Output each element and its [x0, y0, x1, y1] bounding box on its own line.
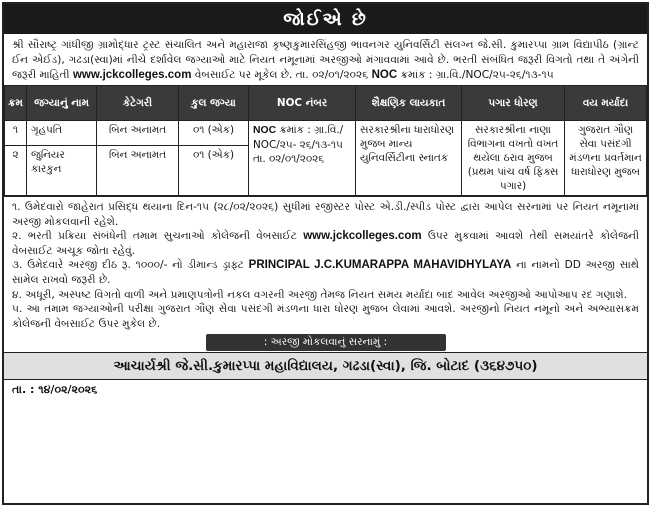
note-1: ૧. ઉમેદવારો જાહેરાત પ્રસિદ્ધ થયાના દિન-૧૫ (૨૮/૦૨/૨૦૨૬) સુધીમાં રજીસ્ટર પોસ્ટ એ.ડી./સ્પીડ પોસ્ટ દ્વારા આપેલ સરનામાં પર નિયત નમૂનામાં અરજી મોકલવાની રહેશે. — [12, 201, 639, 228]
table-row — [5, 121, 647, 146]
table-header-row — [5, 86, 647, 121]
noc-cell — [249, 121, 356, 196]
intro-text: શ્રી સૌરાષ્ટ્ર ગાંધીજી ગ્રામોદ્ધાર ટ્રસ્ટ સંચાલિત અને મહારાજા કૃષ્ણકુમારસિંહજી ભાવનગર યુનિવર્સિટી સંલગ્ન જે.સી. કુમારપ્પા ગ્રામ વિદ્યાપીઠ (ગ્રાન્ટ ઈન એઈડ), ગઢડા(સ્વા)માં નીચે દર્શાવેલ જગ્યાઓ માટે નિયત નમૂનામાં અરજીઓ મંગાવવામાં આવે છે. ભરતી સંબંધિત જરૂરી વિગતો તથા તે અંગેની જરૂરી માહિતી — [12, 39, 639, 81]
notes-list — [4, 196, 647, 331]
header-category: કેટેગરી — [97, 86, 179, 121]
note-3-payee: PRINCIPAL J.C.KUMARAPPA MAHAVIDHYLAYA — [248, 259, 512, 272]
row-category: બિન અનામત — [97, 146, 179, 196]
row-post: ગૃહપતિ — [27, 121, 97, 146]
noc-text: ક્રમાંક : ગ્રા.વિ./ NOC/૨૫- ૨૬/૧૩-૧૫ તા. ૦૨/૦૧/૨૦૨૬ — [253, 124, 344, 165]
header-noc: NOC નંબર — [249, 86, 356, 121]
advertisement — [2, 2, 649, 505]
header-post: જગ્યાનું નામ — [27, 86, 97, 121]
intro-noc: NOC — [371, 69, 398, 81]
intro-text-3: ક્રમાંક : ગ્રા.વિ./NOC/૨૫-૨૬/૧૩-૧૫ — [400, 69, 554, 81]
header-no: ક્રમ — [5, 86, 27, 121]
qualification-cell: સરકારશ્રીના ધારાધોરણ મુજબ માન્ય યુનિવર્સિટીના સ્નાતક — [356, 121, 462, 196]
row-no: ૨ — [5, 146, 27, 196]
intro-paragraph — [4, 34, 647, 85]
header-age: વય મર્યાદા — [565, 86, 647, 121]
note-3-text: ૩. ઉમેદવારે અરજી દીઠ રૂ. ૧૦૦૦/- નો ડીમાન્ડ ડ્રાફ્ટ — [12, 259, 244, 272]
banner-title: જોઈએ છે — [4, 4, 647, 34]
note-2 — [12, 229, 639, 258]
pay-cell: સરકારશ્રીના નાણા વિભાગના વખતો વખત થયેલા ઠરાવ મુજબ (પ્રથમ પાંચ વર્ષ ફિક્સ પગાર) — [462, 121, 565, 196]
age-cell: ગુજરાત ગૌણ સેવા પસંદગી મંડળના પ્રવર્તમાન ધારાધોરણ મુજબ — [565, 121, 647, 196]
issue-date: તા. : ૧૪/૦૨/૨૦૨૬ — [12, 383, 98, 397]
row-count: ૦૧ (એક) — [179, 146, 249, 196]
address-line: આચાર્યશ્રી જે.સી.કુમારપ્પા મહાવિદ્યાલય, ગઢડા(સ્વા), જિ. બોટાદ (૩૬૪૭૫૦) — [4, 352, 647, 380]
header-count: કુલ જગ્યા — [179, 86, 249, 121]
row-count: ૦૧ (એક) — [179, 121, 249, 146]
row-category: બિન અનામત — [97, 121, 179, 146]
row-post: જુનિયર કારકુન — [27, 146, 97, 196]
noc-label: NOC — [253, 125, 277, 136]
posts-table — [4, 85, 647, 196]
note-2-website: www.jckcolleges.com — [303, 230, 422, 243]
row-no: ૧ — [5, 121, 27, 146]
intro-website: www.jckcolleges.com — [72, 69, 192, 81]
intro-text-2: વેબસાઈટ પર મૂકેલ છે. તા. ૦૨/૦૧/૨૦૨૬ — [194, 69, 369, 81]
note-5: ૫. આ તમામ જગ્યાઓની પરીક્ષા ગુજરાત ગૌણ સેવા પસંદગી મંડળના ધારા ધોરણ મુજબ લેવામાં આવશે. અરજીનો નિયત નમૂનો અને અભ્યાસક્રમ કોલેજની વેબસાઈટ ઉપર મુકેલ છે. — [12, 303, 639, 330]
address-heading: : અરજી મોકલવાનું સરનામું : — [206, 334, 446, 351]
note-3-text-2: ના નામનો DD અરજી સાથે સામેલ રાખવો જરૂરી છે. — [12, 259, 640, 286]
note-3 — [12, 258, 639, 287]
header-pay: પગાર ધોરણ — [462, 86, 565, 121]
note-4: ૪. અધૂરી, અસ્પષ્ટ વિગતો વાળી અને પ્રમાણપત્રોની નકલ વગરની અરજી તેમજ નિયત સમય મર્યાદા બાદ આવેલ અરજીઓ આપોઆપ રદ ગણાશે. — [12, 288, 627, 301]
header-qualification: શૈક્ષણિક લાયકાત — [356, 86, 462, 121]
note-2-text-2: ઉપર મુકવામાં આવશે તેથી સમયાંતરે કોલેજની વેબસાઈટ અચૂક જોતા રહેવું. — [12, 230, 640, 257]
note-2-text: ૨. ભરતી પ્રક્રિયા સંબંધેની તમામ સુચનાઓ કોલેજની વેબસાઈટ — [12, 230, 297, 243]
